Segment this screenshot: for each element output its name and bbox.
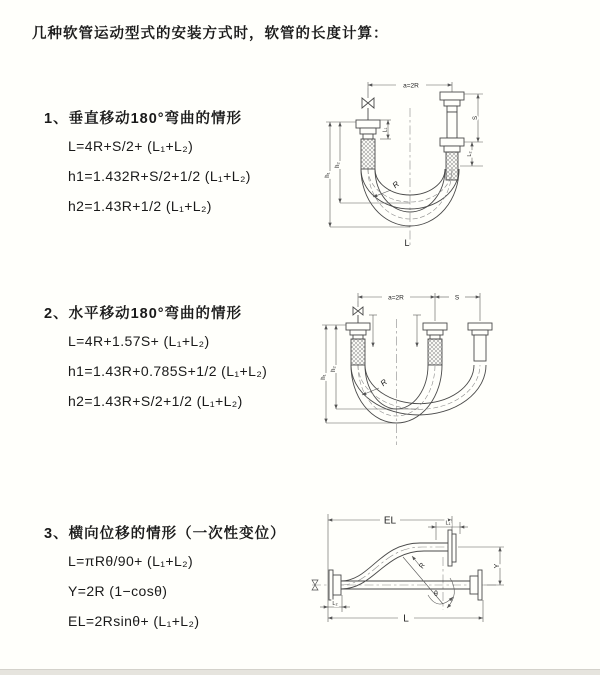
length-label: L — [404, 238, 410, 248]
valve-icon — [362, 88, 374, 120]
section-2-formula-h2: h2=1.43R+S/2+1/2 (L₁+L₂) — [68, 393, 243, 409]
dim-y-label: Y — [494, 563, 501, 569]
dim-top — [358, 293, 480, 321]
section-2-formula-L: L=4R+1.57S+ (L₁+L₂) — [68, 333, 210, 349]
valve-icon — [353, 301, 363, 323]
dim-fitting-right-label: L₂ — [467, 151, 473, 157]
radius-label: R — [418, 562, 427, 570]
hose-u-bends — [351, 365, 486, 423]
s-curve-hose — [341, 543, 448, 589]
angle-construction — [403, 557, 454, 608]
section-1-formula-L: L=4R+S/2+ (L₁+L₂) — [68, 138, 194, 154]
page-edge — [0, 669, 600, 675]
dim-stroke-label: S — [473, 115, 479, 121]
dim-fitting-left-label: L₁ — [382, 127, 389, 133]
dim-height1-label: h₁ — [321, 374, 327, 380]
radius-label: R — [378, 377, 389, 389]
section-2-heading: 2、水平移动180°弯曲的情形 — [44, 306, 243, 322]
dim-height2-label: h₂ — [331, 366, 337, 372]
section-2-formula-h1: h1=1.43R+0.785S+1/2 (L₁+L₂) — [68, 363, 268, 379]
dim-width-label: a=2R — [403, 82, 419, 90]
radius-label: R — [390, 179, 401, 191]
dim-el-label: EL — [383, 515, 397, 527]
diagram-horizontal-180-bend — [310, 285, 590, 460]
dim-length-label: L — [403, 613, 409, 625]
section-3-formula-EL: EL=2Rsinθ+ (L₁+L₂) — [68, 613, 200, 629]
flanges — [329, 530, 482, 600]
dim-l1-label: L₁ — [445, 520, 451, 527]
angle-label: θ — [434, 591, 438, 598]
hose-centerline-arcs — [358, 365, 480, 416]
dim-stroke-label: S — [454, 294, 460, 302]
dim-height1-label: h₁ — [325, 172, 331, 178]
right-pipe-fittings — [440, 92, 464, 180]
section-1-formula-h1: h1=1.432R+S/2+1/2 (L₁+L₂) — [68, 168, 251, 184]
movement-arrows — [369, 315, 421, 347]
page-title: 几种软管运动型式的安装方式时，软管的长度计算： — [32, 26, 389, 42]
section-3-formula-Y: Y=2R (1−cosθ) — [68, 583, 168, 599]
section-3-heading: 3、横向位移的情形（一次性变位） — [44, 526, 286, 542]
section-1-heading: 1、垂直移动180°弯曲的情形 — [44, 111, 243, 127]
radius-leader — [373, 190, 391, 197]
diagram-lateral-displacement — [300, 500, 590, 650]
section-3-formula-L: L=πRθ/90+ (L₁+L₂) — [68, 553, 194, 569]
pipe-fittings — [346, 323, 492, 365]
diagram-vertical-180-bend — [310, 70, 590, 260]
dim-width-label: a=2R — [388, 294, 404, 302]
section-1-formula-h2: h2=1.43R+1/2 (L₁+L₂) — [68, 198, 212, 214]
dim-l2-label: L₂ — [332, 601, 338, 607]
dim-height2-label: h₂ — [335, 162, 341, 168]
dim-el — [328, 514, 452, 622]
left-pipe-fitting — [356, 120, 380, 169]
